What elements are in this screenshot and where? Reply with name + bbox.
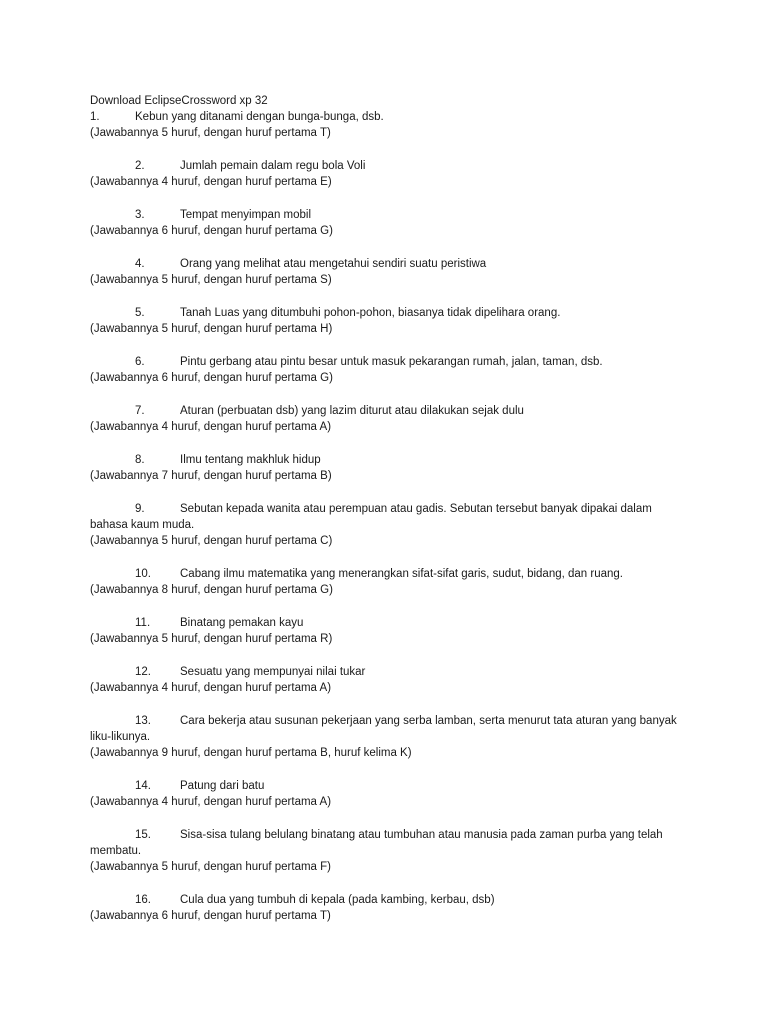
clue-number: 12. xyxy=(135,666,151,678)
clue-text: Cara bekerja atau susunan pekerjaan yang serba lamban, serta menurut tata aturan yang banyak xyxy=(180,715,677,727)
answer-hint: (Jawabannya 6 huruf, dengan huruf pertama G) xyxy=(90,225,333,237)
answer-hint: (Jawabannya 6 huruf, dengan huruf pertama T) xyxy=(90,910,331,922)
clue-line xyxy=(90,615,690,631)
answer-hint: (Jawabannya 5 huruf, dengan huruf pertama T) xyxy=(90,127,331,139)
clue-line xyxy=(90,403,690,419)
clue-line xyxy=(90,778,690,794)
clue-text: Ilmu tentang makhluk hidup xyxy=(180,454,321,466)
clue-text: Tanah Luas yang ditumbuhi pohon-pohon, biasanya tidak dipelihara orang. xyxy=(180,307,561,319)
answer-hint: (Jawabannya 4 huruf, dengan huruf pertama A) xyxy=(90,421,332,433)
clue-item xyxy=(90,892,690,924)
clue-text: Sesuatu yang mempunyai nilai tukar xyxy=(180,666,366,678)
clue-number: 11. xyxy=(135,617,151,629)
answer-hint: (Jawabannya 8 huruf, dengan huruf pertama G) xyxy=(90,584,333,596)
document-title: Download EclipseCrossword xp 32 xyxy=(90,95,268,107)
clue-number: 10. xyxy=(135,568,151,580)
answer-hint: (Jawabannya 4 huruf, dengan huruf pertama A) xyxy=(90,682,332,694)
answer-hint: (Jawabannya 4 huruf, dengan huruf pertama E) xyxy=(90,176,332,188)
clue-text-continuation: bahasa kaum muda. xyxy=(90,519,195,531)
clue-item xyxy=(90,403,690,435)
clue-line xyxy=(90,827,690,843)
clue-text: Patung dari batu xyxy=(180,780,265,792)
clue-text-continuation: liku-likunya. xyxy=(90,731,151,743)
clue-number: 15. xyxy=(135,829,151,841)
clue-number: 16. xyxy=(135,894,151,906)
answer-hint: (Jawabannya 5 huruf, dengan huruf pertama F) xyxy=(90,861,332,873)
clue-text: Jumlah pemain dalam regu bola Voli xyxy=(180,160,366,172)
clue-text: Cabang ilmu matematika yang menerangkan sifat-sifat garis, sudut, bidang, dan ruang. xyxy=(180,568,624,580)
clue-text: Pintu gerbang atau pintu besar untuk masuk pekarangan rumah, jalan, taman, dsb. xyxy=(180,356,603,368)
clue-line xyxy=(90,566,690,582)
clue-item xyxy=(90,664,690,696)
clue-line xyxy=(90,713,690,729)
clue-item xyxy=(90,305,690,337)
clue-text: Binatang pemakan kayu xyxy=(180,617,304,629)
clue-item xyxy=(90,566,690,598)
clue-number: 7. xyxy=(135,405,145,417)
clue-text: Kebun yang ditanami dengan bunga-bunga, dsb. xyxy=(135,111,384,123)
answer-hint: (Jawabannya 4 huruf, dengan huruf pertama A) xyxy=(90,796,332,808)
clue-item xyxy=(90,354,690,386)
clue-number: 8. xyxy=(135,454,145,466)
answer-hint: (Jawabannya 5 huruf, dengan huruf pertama R) xyxy=(90,633,333,645)
clue-text: Orang yang melihat atau mengetahui sendiri suatu peristiwa xyxy=(180,258,487,270)
answer-hint: (Jawabannya 5 huruf, dengan huruf pertama C) xyxy=(90,535,333,547)
clue-item xyxy=(90,158,690,190)
clue-number: 5. xyxy=(135,307,145,319)
clue-item xyxy=(90,713,690,761)
clue-line xyxy=(90,354,690,370)
answer-hint: (Jawabannya 5 huruf, dengan huruf pertama S) xyxy=(90,274,332,286)
clue-item xyxy=(90,109,690,141)
clue-line xyxy=(90,256,690,272)
clue-number: 1. xyxy=(90,111,100,123)
clue-item xyxy=(90,615,690,647)
clue-text-continuation: membatu. xyxy=(90,845,142,857)
answer-hint: (Jawabannya 9 huruf, dengan huruf pertama B, huruf kelima K) xyxy=(90,747,412,759)
clue-text: Sebutan kepada wanita atau perempuan atau gadis. Sebutan tersebut banyak dipakai dalam xyxy=(180,503,652,515)
clue-item xyxy=(90,501,690,549)
clue-line xyxy=(90,892,690,908)
clue-line xyxy=(90,664,690,680)
answer-hint: (Jawabannya 5 huruf, dengan huruf pertama H) xyxy=(90,323,333,335)
answer-hint: (Jawabannya 6 huruf, dengan huruf pertama G) xyxy=(90,372,333,384)
clue-number: 4. xyxy=(135,258,145,270)
clue-number: 6. xyxy=(135,356,145,368)
answer-hint: (Jawabannya 7 huruf, dengan huruf pertama B) xyxy=(90,470,332,482)
clue-text: Tempat menyimpan mobil xyxy=(180,209,312,221)
clue-line xyxy=(90,207,690,223)
clue-text: Cula dua yang tumbuh di kepala (pada kambing, kerbau, dsb) xyxy=(180,894,495,906)
clue-line xyxy=(90,158,690,174)
clue-item xyxy=(90,207,690,239)
clue-number: 9. xyxy=(135,503,145,515)
clue-number: 3. xyxy=(135,209,145,221)
clue-number: 14. xyxy=(135,780,151,792)
clue-line xyxy=(90,501,690,517)
clue-item xyxy=(90,778,690,810)
clue-number: 2. xyxy=(135,160,145,172)
clue-item xyxy=(90,452,690,484)
clue-text: Sisa-sisa tulang belulang binatang atau tumbuhan atau manusia pada zaman purba yang telah xyxy=(180,829,663,841)
clue-number: 13. xyxy=(135,715,151,727)
clue-line xyxy=(90,109,690,125)
clue-item xyxy=(90,256,690,288)
clue-item xyxy=(90,827,690,875)
clue-line xyxy=(90,305,690,321)
clue-text: Aturan (perbuatan dsb) yang lazim diturut atau dilakukan sejak dulu xyxy=(180,405,524,417)
clue-line xyxy=(90,452,690,468)
